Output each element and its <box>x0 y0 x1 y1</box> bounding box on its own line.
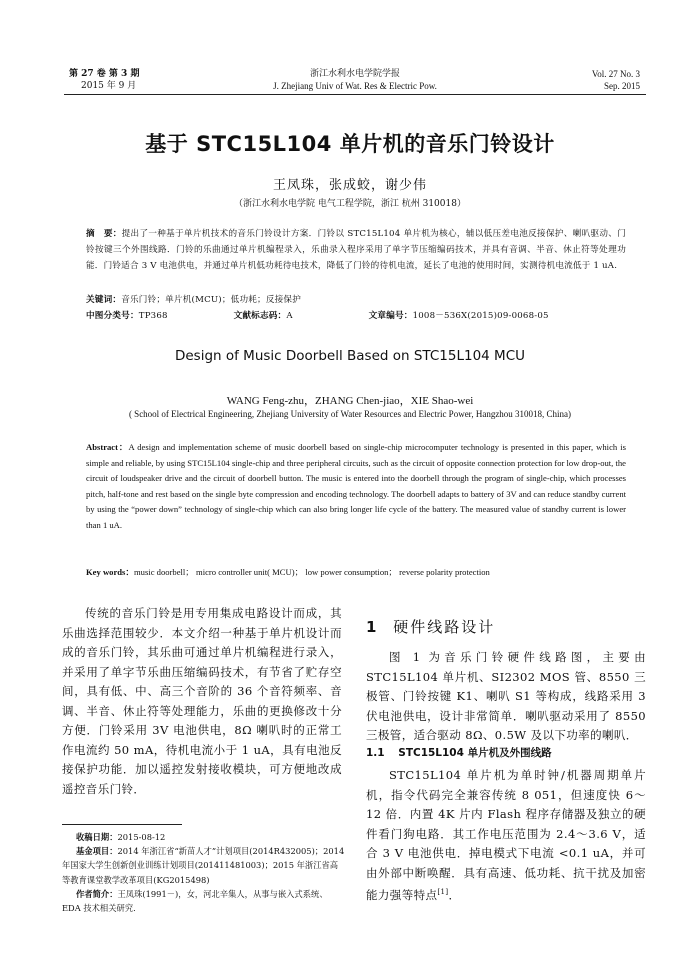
section-title: 硬件线路设计 <box>393 618 496 636</box>
abstract-en <box>86 440 626 533</box>
keywords-cn <box>86 292 626 308</box>
header-rule <box>64 94 646 95</box>
received-label: 收稿日期： <box>76 832 118 842</box>
header-journal-cn: 浙江水利水电学院学报 <box>309 69 400 79</box>
author-bio-text: 王凤珠(1991－)，女，河北辛集人，从事与嵌入式系统、EDA 技术相关研究． <box>62 888 328 914</box>
subsection-text: STC15L104 单片机为单时钟/机器周期单片机，指令代码完全兼容传统 8 051，但速度快 6～12 倍．内置 4K 片内 Flash 程序存储器及独立的硬件看门狗电路．其工作电压范围为 2.4～3.6 V，适合 3 V 电池供电．掉电模式下电流 <0.1 uA，并可由外部中断唤醒．具有高速、低功耗、抗干扰及加密能力强等特点 <box>366 768 646 902</box>
header-journal <box>225 68 485 92</box>
keywords-cn-text: 音乐门铃；单片机(MCU)；低功耗；反接保护 <box>121 295 302 305</box>
doc-code-label: 文献标志码： <box>233 311 287 321</box>
abstract-en-text: A design and implementation scheme of music doorbell based on single-chip microcomputer technology is presented in this paper, which is simple and reliable, by using STC15L104 single-chip and three peripheral circuits, such as the circuit of opposite connection protection for low drop-out, the circuit of loudspeaker drive and the circuit of doorbell button. The music is entered into the doorbell through the program of single-chip, which processes pitch, half-tone and rest based on the single byte compression and encoding technology. The doorbell adapts to battery of 3V and can reduce standby current by using the “power down” technology of single-chip which can also bring longer life cycle of the battery. The measured value of standby current is lower than 1 uA. <box>86 442 626 530</box>
abstract-cn-text: 提出了一种基于单片机技术的音乐门铃设计方案．门铃以 STC15L104 单片机为核心，辅以低压差电池反接保护、喇叭驱动、门铃按键三个外围线路．门铃的乐曲通过单片机编程录入，乐曲录入程序采用了单字节压缩编码技术，并具有音调、半音、休止符等处理功能．门铃适合 3 V 电池供电，并通过单片机低功耗待电技术，降低了门铃的待机电流，延长了电池的使用时间，实测待机电流低于 1 uA. <box>86 229 626 271</box>
subsection-heading <box>366 745 646 760</box>
footnote-author <box>62 887 346 915</box>
author-bio-label: 作者简介： <box>76 888 118 899</box>
doc-code-value: A <box>286 311 293 321</box>
keywords-en-text: music doorbell； micro controller unit( MCU)； low power consumption； reverse polarity protection <box>133 567 490 577</box>
title-cn: 基于 STC15L104 单片机的音乐门铃设计 <box>145 132 555 156</box>
subsection-paragraph <box>366 766 646 905</box>
footnote-fund <box>62 844 346 887</box>
subsection-title: STC15L104 单片机及外围线路 <box>398 747 552 759</box>
subsection-end: ． <box>448 887 461 902</box>
fund-label: 基金项目： <box>76 846 118 857</box>
header-vol-en: Vol. 27 No. 3 <box>591 69 640 79</box>
authors-en: WANG Feng-zhu，ZHANG Chen-jiao，XIE Shao-wei <box>226 395 474 407</box>
authors-cn: 王凤珠，张成蛟，谢少伟 <box>272 178 427 193</box>
classification-cn <box>86 308 626 324</box>
clc-label: 中图分类号： <box>86 311 139 321</box>
affiliation-en: ( School of Electrical Engineering, Zhejiang University of Water Resources and Electric Power, Hangzhou 310018, China) <box>128 409 572 419</box>
citation-ref: [1] <box>437 888 449 896</box>
clc-value: TP368 <box>138 311 168 321</box>
title-en: Design of Music Doorbell Based on STC15L104 MCU <box>174 348 526 364</box>
section-heading-1 <box>366 616 646 637</box>
header-date-cn: 2015 年 9 月 <box>81 81 137 91</box>
received-date: 2015-08-12 <box>117 832 166 842</box>
header-date-en: Sep. 2015 <box>604 81 640 91</box>
article-no-label: 文章编号： <box>368 311 413 321</box>
header-volume-en <box>560 68 640 92</box>
section-number: 1 <box>366 618 377 636</box>
affiliation-cn: （浙江水利水电学院 电气工程学院，浙江 杭州 310018） <box>234 199 466 209</box>
abstract-cn-label: 摘 要： <box>86 229 122 239</box>
keywords-en-label: Key words： <box>86 567 134 577</box>
keywords-en <box>86 565 626 581</box>
intro-paragraph: 传统的音乐门铃是用专用集成电路设计而成，其乐曲选择范围较少．本文介绍一种基于单片机设计而成的音乐门铃，其乐曲可通过单片机编程进行录入，并采用了单字节乐曲压缩编码技术，有节省了贮存空间，具有低、中、高三个音阶的 36 个音符频率、音调、半音、休止符等处理能力，乐曲的更换修改十分方便．门铃采用 3V 电池供电，8Ω 喇叭时的正常工作电流约 50 mA，待机电流小于 1 uA，具有电池反接保护功能．加以遥控发射接收模块，可方便地改成遥控音乐门铃． <box>62 606 342 796</box>
abstract-en-label: Abstract： <box>86 442 129 452</box>
subsection-number: 1.1 <box>366 747 385 759</box>
header-volume-cn <box>69 68 189 92</box>
article-no-value: 1008－536X(2015)09-0068-05 <box>412 311 549 321</box>
keywords-cn-label: 关键词： <box>86 295 122 305</box>
section1-paragraph: 图 1 为音乐门铃硬件线路图，主要由 STC15L104 单片机、SI2302 MOS 管、8550 三极管、门铃按键 K1、喇叭 S1 等构成，线路采用 3 伏电池供电，设计非常简单．喇叭驱动采用了 8550 三极管，适合驱动 8Ω、0.5W 及以下功率的喇叭． <box>366 650 646 742</box>
footnote-received <box>62 830 346 844</box>
footnote <box>62 830 346 915</box>
footnote-rule <box>62 824 182 825</box>
header-vol-cn: 第 27 卷 第 3 期 <box>69 69 140 79</box>
header-journal-en: J. Zhejiang Univ of Wat. Res & Electric Pow. <box>273 81 437 91</box>
abstract-cn <box>86 226 626 274</box>
fund-text: 2014 年浙江省“新苗人才”计划项目(2014R432005)；2014 年国家大学生创新创业训练计划项目(201411481003)；2015 年浙江省高等教育课堂教学改革项目(KG2015498) <box>62 846 345 885</box>
